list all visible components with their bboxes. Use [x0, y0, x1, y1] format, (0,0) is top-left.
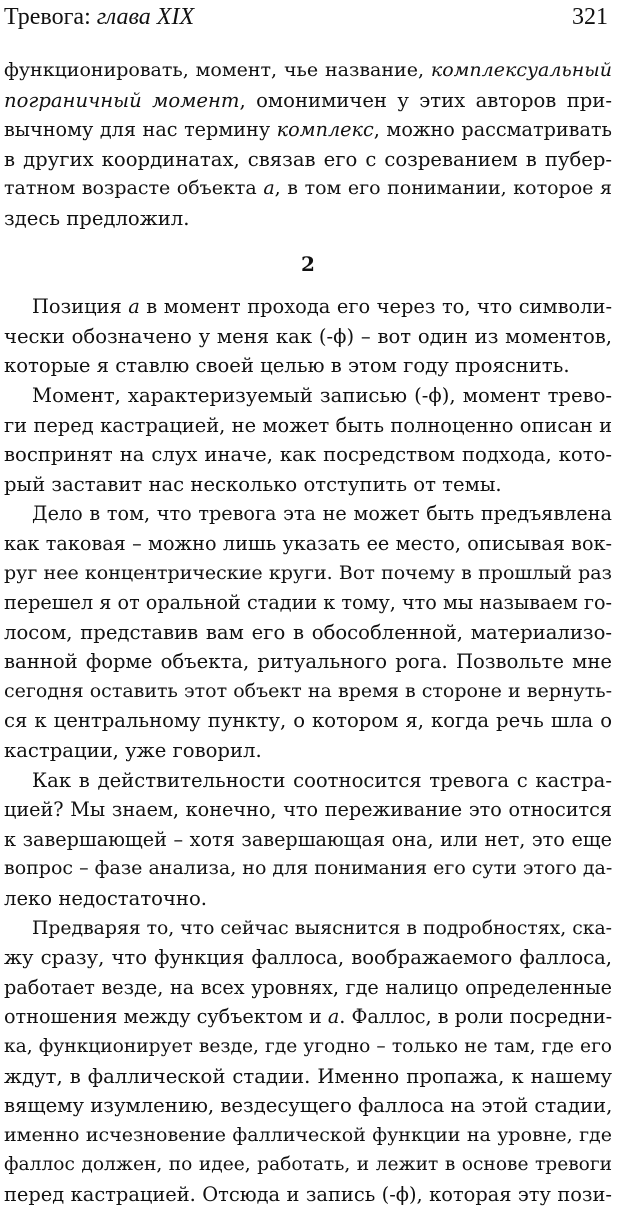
page-number: 321 — [572, 4, 608, 30]
italic-term: комплекс — [276, 118, 374, 142]
text-line: к завершающей – хотя завершающая она, или нет, это еще — [4, 827, 612, 851]
text-line: Предваряя то, что сейчас выяснится в подробностях, ска- — [32, 917, 612, 939]
paragraph-3 — [4, 381, 612, 499]
text-run: вычному для нас термину — [4, 118, 277, 142]
text-run: Позиция — [32, 295, 129, 319]
text-line: вящему изумлению, вездесущего фаллоса на этой стадии, — [4, 1094, 612, 1118]
text-line: чески обозначено у меня как (-ϕ) – вот один из моментов, — [4, 324, 612, 348]
text-line: работает везде, на всех уровнях, где налицо определенные — [4, 975, 612, 999]
text-run: отношения между субъектом и — [4, 1005, 328, 1029]
text-line — [4, 174, 612, 204]
text-line: здесь предложил. — [4, 206, 190, 230]
text-line: фаллос должен, по идее, работать, и лежит в основе тревоги — [4, 1154, 612, 1176]
text-line: сегодня оставить этот объект на время в стороне и вернуть- — [4, 679, 612, 702]
text-line: ждут, в фаллической стадии. Именно пропажа, к нашему — [4, 1064, 612, 1088]
text-line: в других координатах, связав его с созреванием в пубер- — [4, 147, 612, 171]
running-title-section: глава XIX — [96, 4, 195, 30]
text-line: Дело в том, что тревога эта не может быть предъявлена — [32, 502, 612, 526]
text-line: воспринят на слух иначе, как посредством подхода, кото- — [4, 443, 612, 467]
text-line: руг нее концентрические круги. Вот почему в прошлый раз — [4, 561, 612, 584]
italic-term: a — [128, 295, 140, 319]
italic-term: a — [327, 1005, 340, 1029]
text-line — [4, 86, 612, 116]
text-run: татном возрасте объекта — [4, 177, 264, 200]
text-line: рый заставит нас несколько отступить от темы. — [4, 472, 502, 496]
text-line: Момент, характеризуемый записью (-ϕ), момент трево- — [32, 383, 612, 407]
text-line: которые я ставлю своей целью в этом году прояснить. — [4, 354, 570, 378]
text-line: как таковая – можно лишь указать ее место, описывая вок- — [4, 531, 612, 555]
running-header — [4, 2, 608, 32]
text-run: , омонимичен у этих авторов при- — [239, 88, 612, 112]
text-line: перешел я от оральной стадии к тому, что мы называем го- — [4, 591, 612, 615]
text-line: ги перед кастрацией, не может быть полноценно описан и — [4, 413, 612, 437]
running-title-chapter: Тревога: — [4, 4, 97, 30]
text-line: цией? Мы знаем, конечно, что переживание это относится — [4, 798, 612, 822]
text-line — [4, 1002, 612, 1032]
section-number: 2 — [301, 251, 315, 276]
text-line: ка, функционирует везде, где угодно – только не там, где его — [4, 1036, 612, 1057]
paragraph-4 — [4, 499, 612, 765]
text-line: кастрации, уже говорил. — [4, 739, 262, 763]
text-run: в момент прохода его через то, что символи- — [139, 295, 612, 319]
text-line: именно исчезновение фаллической функции на уровне, где — [4, 1123, 612, 1146]
text-line: лосом, представив вам его в обособленной, материализо- — [4, 620, 612, 644]
text-line: ся к центральному пункту, о котором я, когда речь шла о — [4, 709, 612, 733]
text-run: , можно рассматривать — [373, 118, 612, 142]
text-line: жу сразу, что функция фаллоса, воображаемого фаллоса, — [4, 946, 612, 970]
text-line — [4, 56, 612, 86]
italic-term: а — [263, 177, 275, 200]
text-line: Как в действительности соотносится тревога с кастра- — [32, 768, 612, 792]
text-line — [4, 115, 612, 145]
running-title — [4, 2, 194, 32]
text-line — [4, 292, 612, 322]
paragraph-6 — [4, 914, 612, 1210]
italic-term: комплексуальный — [430, 59, 612, 81]
text-line: леко недостаточно. — [4, 887, 207, 911]
italic-term: пограничный момент — [4, 88, 240, 112]
paragraph-1 — [4, 56, 612, 234]
text-line: перед кастрацией. Отсюда и запись (-ϕ), которая эту пози- — [4, 1182, 612, 1206]
text-line: ванной форме объекта, ритуального рога. Позвольте мне — [4, 650, 612, 674]
paragraph-2 — [4, 292, 612, 381]
paragraph-5 — [4, 766, 612, 914]
body-text — [4, 56, 612, 1210]
text-run: , в том его понимании, которое я — [274, 177, 612, 200]
text-run: функционировать, момент, чье название, — [4, 59, 431, 81]
text-run: . Фаллос, в роли посредни- — [339, 1005, 612, 1029]
text-line: вопрос – фазе анализа, но для понимания его сути этого да- — [4, 857, 612, 880]
